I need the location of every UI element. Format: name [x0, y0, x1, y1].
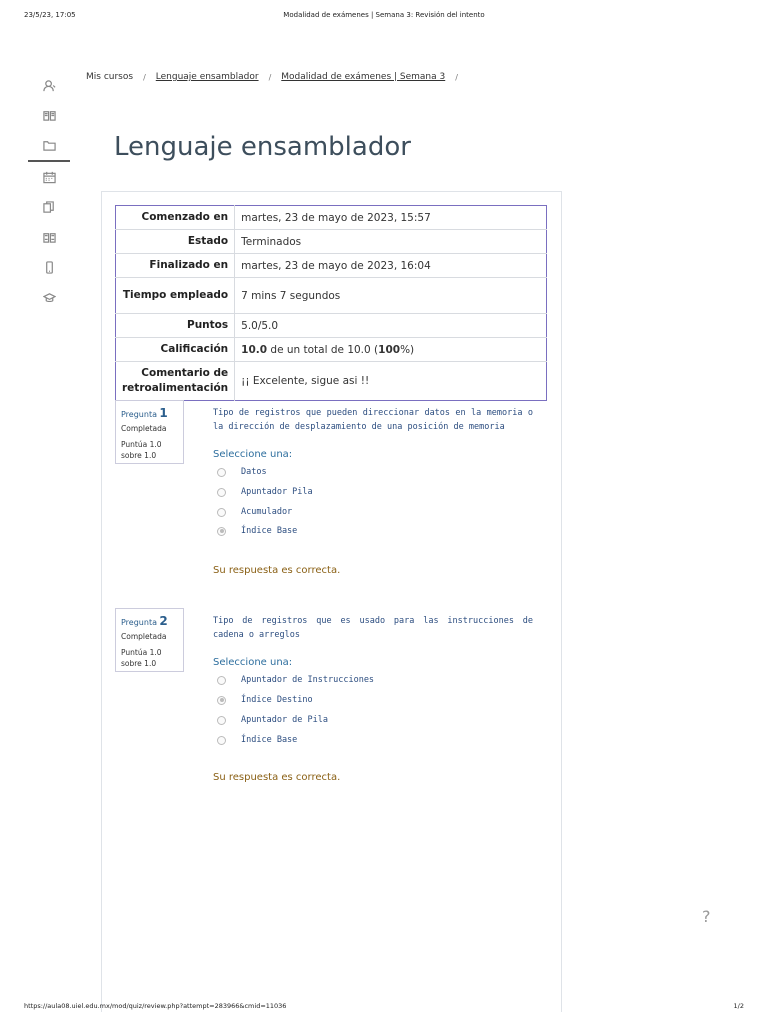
- sidebar-item-files[interactable]: [28, 130, 70, 162]
- summary-label: Puntos: [116, 314, 235, 338]
- radio-button[interactable]: [217, 676, 226, 685]
- grade-total: de un total de 10.0 (: [267, 343, 379, 356]
- summary-value: Terminados: [235, 230, 547, 254]
- question-grade: Puntúa 1.0 sobre 1.0: [121, 440, 162, 460]
- answer-option[interactable]: [217, 735, 297, 745]
- graduation-cap-icon: [43, 291, 56, 304]
- book-icon: [43, 109, 56, 122]
- breadcrumb: [86, 72, 468, 82]
- breadcrumb-quiz-link[interactable]: Modalidad de exámenes | Semana 3: [281, 72, 446, 82]
- answer-option[interactable]: [217, 675, 374, 685]
- summary-label: Tiempo empleado: [116, 278, 235, 314]
- answer-label: Índice Base: [241, 526, 298, 536]
- question-feedback-2: Su respuesta es correcta.: [213, 772, 341, 783]
- book-open-icon: [43, 231, 56, 244]
- question-grade: Puntúa 1.0 sobre 1.0: [121, 648, 162, 668]
- summary-value: martes, 23 de mayo de 2023, 16:04: [235, 254, 547, 278]
- sidebar-item-courses[interactable]: [28, 100, 70, 130]
- page-title: Lenguaje ensamblador: [114, 132, 411, 162]
- radio-button[interactable]: [217, 716, 226, 725]
- print-url: https://aula08.uiel.edu.mx/mod/quiz/review.php?attempt=283966&cmid=11036: [24, 1002, 287, 1010]
- summary-row: [116, 206, 547, 230]
- summary-label: Calificación: [116, 338, 235, 362]
- grade-percent: 100: [378, 343, 401, 356]
- summary-value: 7 mins 7 segundos: [235, 278, 547, 314]
- summary-row: [116, 338, 547, 362]
- breadcrumb-separator: /: [268, 72, 272, 82]
- radio-button[interactable]: [217, 736, 226, 745]
- print-footer: [24, 1002, 744, 1014]
- answer-label: Índice Base: [241, 735, 298, 745]
- print-date: 23/5/23, 17:05: [24, 11, 76, 19]
- answer-label: Apuntador de Pila: [241, 715, 328, 725]
- summary-label: Comentario de retroalimentación: [116, 362, 235, 401]
- answer-option[interactable]: [217, 507, 292, 517]
- answer-label: Apuntador Pila: [241, 487, 313, 497]
- summary-row: [116, 314, 547, 338]
- breadcrumb-course-link[interactable]: Lenguaje ensamblador: [155, 72, 259, 82]
- answer-option[interactable]: [217, 526, 297, 536]
- radio-button-selected[interactable]: [217, 527, 226, 536]
- print-header: [24, 11, 744, 23]
- question-text-1: Tipo de registros que pueden direccionar datos en la memoria o la dirección de desplazamiento de una posición de memoria: [213, 408, 533, 432]
- help-button[interactable]: ?: [702, 907, 711, 926]
- answer-label: Datos: [241, 467, 267, 477]
- calendar-icon: [43, 171, 56, 184]
- sidebar-item-library[interactable]: [28, 222, 70, 252]
- question-text-2: Tipo de registros que es usado para las instrucciones de cadena o arreglos: [213, 616, 533, 640]
- sidebar-item-documents[interactable]: [28, 192, 70, 222]
- breadcrumb-separator: /: [455, 72, 458, 82]
- summary-value: ¡¡ Excelente, sigue asi !!: [235, 362, 547, 401]
- summary-label: Estado: [116, 230, 235, 254]
- question-state: Completada: [121, 424, 167, 433]
- question-state: Completada: [121, 632, 167, 641]
- question-number: 2: [159, 614, 168, 628]
- folder-icon: [43, 139, 56, 152]
- grade-value: 10.0: [241, 343, 268, 356]
- answer-label: Acumulador: [241, 507, 293, 517]
- summary-value: [235, 338, 547, 362]
- radio-button-selected[interactable]: [217, 696, 226, 705]
- summary-row: [116, 362, 547, 401]
- summary-label: Comenzado en: [116, 206, 235, 230]
- answer-option[interactable]: [217, 715, 328, 725]
- radio-button[interactable]: [217, 488, 226, 497]
- question-feedback-1: Su respuesta es correcta.: [213, 565, 341, 576]
- summary-label: Finalizado en: [116, 254, 235, 278]
- sidebar-item-profile[interactable]: [28, 70, 70, 100]
- grade-percent-suffix: %): [400, 343, 415, 356]
- question-label: Pregunta: [121, 410, 157, 419]
- summary-row: [116, 230, 547, 254]
- print-page-number: 1/2: [733, 1002, 744, 1010]
- question-prompt-2: Seleccione una:: [213, 657, 293, 668]
- answer-option[interactable]: [217, 467, 267, 477]
- radio-button[interactable]: [217, 508, 226, 517]
- question-prompt-1: Seleccione una:: [213, 449, 293, 460]
- sidebar-item-grades[interactable]: [28, 282, 70, 312]
- phone-icon: [43, 261, 56, 274]
- user-icon: [43, 79, 56, 92]
- radio-button[interactable]: [217, 468, 226, 477]
- answer-label: Índice Destino: [241, 695, 313, 705]
- attempt-summary-table: [115, 205, 547, 401]
- answer-label: Apuntador de Instrucciones: [241, 675, 375, 685]
- summary-value: 5.0/5.0: [235, 314, 547, 338]
- sidebar-nav: [28, 70, 70, 312]
- question-info-2: [115, 608, 184, 672]
- breadcrumb-separator: /: [143, 72, 146, 82]
- question-number: 1: [159, 406, 168, 420]
- summary-value: martes, 23 de mayo de 2023, 15:57: [241, 211, 431, 224]
- sidebar-item-mobile[interactable]: [28, 252, 70, 282]
- answer-option[interactable]: [217, 487, 313, 497]
- summary-row: [116, 254, 547, 278]
- question-label: Pregunta: [121, 618, 157, 627]
- question-info-1: [115, 400, 184, 464]
- summary-row: [116, 278, 547, 314]
- answer-option[interactable]: [217, 695, 313, 705]
- print-title: Modalidad de exámenes | Semana 3: Revisión del intento: [283, 11, 485, 19]
- copy-icon: [43, 201, 56, 214]
- breadcrumb-my-courses[interactable]: Mis cursos: [86, 72, 134, 82]
- sidebar-item-calendar[interactable]: [28, 162, 70, 192]
